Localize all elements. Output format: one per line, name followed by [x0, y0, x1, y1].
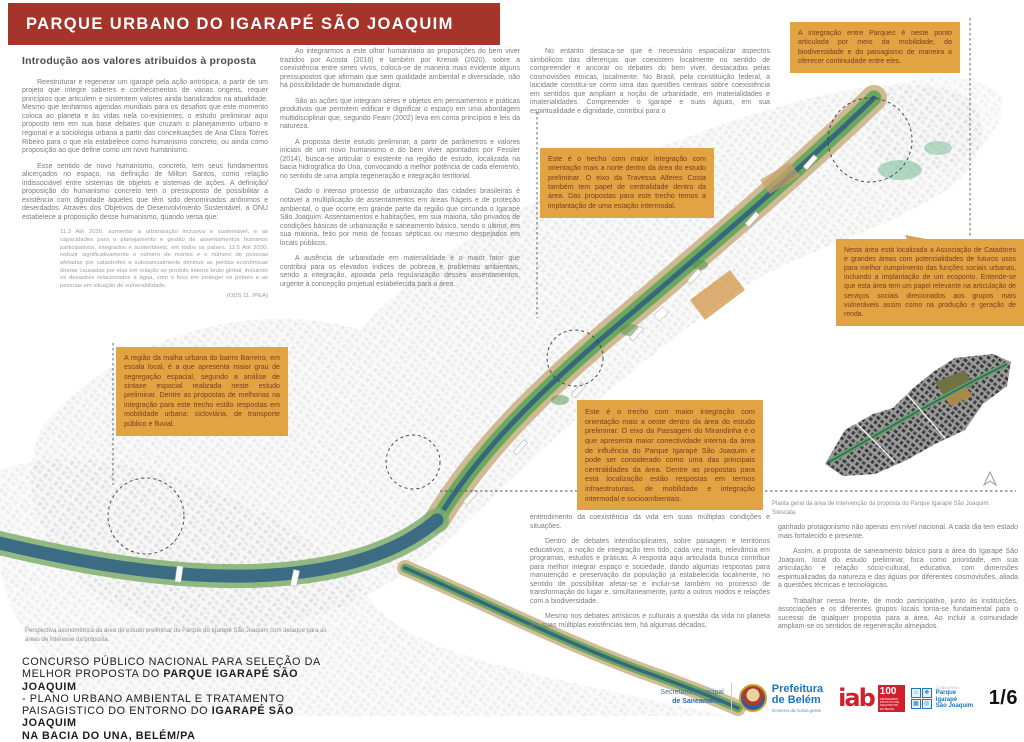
prefeitura-tagline: Governo da nossa gente [771, 707, 822, 713]
right-paragraph-1: ganhado protagonismo não apenas em nível nacional. A cada dia tem estado mais fortalecido e presente. [778, 524, 1018, 540]
column-right-bottom [778, 524, 1018, 639]
pictogram-cell: ⌂ [911, 688, 921, 698]
competition-line-3: - PLANO URBANO AMBIENTAL E TRATAMENTO [22, 692, 285, 705]
page-number: 1/6 [988, 686, 1018, 709]
concurso-pictogram-icon [911, 688, 932, 709]
competition-line-4-bold: IGARAPÉ SÃO JOAQUIM [22, 705, 294, 730]
ods-quote [60, 229, 268, 300]
concurso-label: CONCURSO [935, 685, 960, 690]
inset-caption-line1: Planta geral da área de intervenção da proposta do Parque Igarapé São Joaquim. [772, 501, 991, 507]
iab-centenary-logo [878, 685, 905, 712]
footer-logos [638, 676, 1018, 720]
competition-line-5: NA BACIA DO UNA, BELÉM/PA [22, 729, 196, 742]
secretaria-logo [638, 689, 724, 707]
footer-divider [731, 683, 732, 713]
competition-line-4-normal: PAISAGISTICO DO ENTORNO DO [22, 705, 212, 718]
inset-caption [772, 500, 1018, 517]
col2-paragraph-1: Ao integrarmos a este olhar humanitário as proposições do bem viver trazidos por Acosta (2016) e também por Krenak (2020), sobre a coexistência entre seres vivos, coloca-se de maneira mais evidente alguns pressupostos que afirmam que sem qualidade ambiental e diversidade, não há possibilidade de humanidade digna. [280, 48, 520, 90]
intro-paragraph-1: Reestruturar e regenerar um igarapé pela ação antrópica, a partir de um projeto que integre saberes e conhecimentos de várias origens, requer princípios que articulem e sustentem valores ainda banalizados na atualidade. Mesmo que tenhamos agendas mundiais para os desafios que este momento coloca ao planeta e às vidas nela co-existentes, o estudo preliminar aqui proposto tem em sua base debates que cruzam o planejamento urbano e regional e a sociologia urbana a partir das conceituações de Ana Clara Torres Ribeiro para o que ela estabelece como humanismo concreto, ou ainda como proposição ao que define como um novo humanismo. [22, 78, 268, 155]
col3-paragraph-1: No entanto destaca-se que é necessário espacializar aspectos simbólicos das diferenças que coexistem localmente no sentido de compreender e ancorar os debates do bem viver, destacadas pelas cosmovisões étnicas, localmente. No Brasil, pela constituição federal, a laicidade constitui-se como uma das questões centrais sobre coexistência em sentidos que ampliam a noção de urbanidade, em materialidades e imaterialidades. Compreender o Igarapé e suas águas, em sua espiritualidade e dignidade, contribui para o [530, 48, 770, 115]
column-3-bottom [530, 514, 770, 637]
col3-paragraph-4: Mesmo nos debates artísticos e culturais a questão da vida no planeta em suas múltiplas existências tem, há algumas décadas, [530, 613, 770, 629]
belem-crest-icon [739, 684, 767, 712]
competition-line-2-normal: MELHOR PROPOSTA DO [22, 668, 164, 681]
prefeitura-logo [772, 684, 836, 713]
intro-heading: Introdução aos valores atribuidos à proposta [22, 55, 257, 67]
col3-paragraph-3: Dentro de debates interdisciplinares, sobre paisagem e territórios educativos, a noção de integração tem tido, cada vez mais, relevância em programas, estudos e práticas. A resposta aqui articulada busca contribuir para melhor integrar espaço e sociedade, dando algumas respostas para manutenção e preservação da população já estabelecida localmente, no sentido de possibilitar afetar-se e incluir-se também no processo de transformação do lugar e, simultaneamente, junto a outros modos e relações com a biodiversidade. [530, 538, 770, 605]
callout-north-stretch: Este é o trecho com maior integração com orientação mais a norte dentro da área do estudo preliminar. O eixo da Travessa Alferes Costa também tem papel de centralidade dentro da área. Das propostas para este trecho temos a implantação de uma estação intermodal. [540, 148, 714, 218]
column-intro [22, 55, 268, 300]
competition-line-2-bold: PARQUE IGARAPÉ SÃO JOAQUIM [22, 668, 299, 693]
prefeitura-line2: de Belém [771, 693, 821, 706]
board-title: PARQUE URBANO DO IGARAPÉ SÃO JOAQUIM [26, 14, 454, 33]
col2-paragraph-2: São as ações que integram seres e objetos em pensamentos e práticas produtivas que permitem edificar e dignificar o espaço em uma abordagem multidisciplinar que, segundo Feam (2002) leva em conta princípios e leis da natureza. [280, 97, 520, 131]
col2-paragraph-3: A proposta deste estudo preliminar, a partir de parâmetros e valores iniciais de um novo humanismo e do bem viver apontados por Fessler (2014), busca-se articular o existente na região de estudo, localizada na bacia hidrográfica do Una, convocando a melhor potência de cada elemento, no sentido de uma ampla regeneração e integração territorial. [280, 138, 520, 180]
centenary-number: 100 [879, 685, 897, 697]
inset-plan-illustration [815, 352, 1015, 492]
intro-paragraph-2: Esse sentido de novo humanismo, concreto, tem seus fundamentos alicerçados no espaço, na definição de Milton Santos, como relação indissociável entre sistemas de objetos e sistemas de ações. A definição/ proposição do humanismo concreto tem o pressuposto de possibilitar a existência com dignidade àqueles que têm sido denominados anônimos e deserdados. Através dos Objetivos de Desenvolvimento Sustentável, a ONU estabelece a proposição desse humanismo, quando versa que: [22, 162, 268, 221]
callout-parks-integration: A integração entre Parques é neste ponto articulada por meio da mobilidade, da biodiversidade e do paisagismo de maneira a oferecer continuidade entre eles. [790, 22, 960, 73]
column-3-top [530, 48, 770, 123]
board-title-bar [8, 3, 500, 45]
secretaria-line2: de Saneamento [672, 698, 724, 705]
pictogram-cell: ❖ [922, 688, 932, 698]
perspective-caption: Perspectiva axonométrica da área do estudo preliminar do Parque do Igarapé São Joaquim com detaque para as áreas de interesse da proposta. [25, 628, 327, 643]
ods-quote-text: 11.3 Até 2030, aumentar a urbanização inclusiva e sustentável, e as capacidades para o planejamento e gestão de assentamentos humanos participativos, integrados e sustentáveis, em todos os países. 11.5 Até 2030, reduzir significativamente o número de mortes e o número de pessoas afetadas por catástrofes e substancialmente diminuir as perdas econômicas diretas causadas por elas em relação ao produto interno bruto global, incluindo os desastres relacionados à água, com o foco em proteger os pobres e as pessoas em situação de vulnerabilidade. [60, 229, 268, 289]
col3-paragraph-2: entendimento da coexistência da vida em suas múltiplas condições e situações. [530, 514, 770, 530]
ods-quote-source: (ODS 11, IPEA) [226, 292, 268, 299]
competition-line-1: CONCURSO PÚBLICO NACIONAL PARA SELEÇÃO DA [22, 656, 321, 668]
pictogram-cell: ◎ [922, 699, 932, 709]
inset-caption-line2: S/escala. [772, 509, 797, 516]
competition-line-4 [22, 705, 352, 730]
north-arrow-icon [984, 472, 996, 485]
secretaria-line1: Secretaria Municipal [660, 689, 724, 697]
iab-logo-icon: iab [838, 684, 874, 712]
pictogram-cell: ▦ [911, 699, 921, 709]
prefeitura-line1: Prefeitura [771, 682, 824, 695]
col2-paragraph-4: Dado o intenso processo de urbanização das cidades brasileiras é notável a multiplicação de assentamentos em áreas frágeis e de proteção ambiental, o que ocorre em grande parte da região que circunda o Igarapé São Joaquim. Assentamentos e habitações, em sua maioria, são privados de condições básicas de urbanização e saneamento básico, sendo o último, em sua maioria, feito por meio de fossas sépticas ou mesmo despejados em locais públicos. [280, 188, 520, 247]
concurso-logo [936, 686, 979, 711]
competition-title [22, 656, 352, 742]
callout-barreiro: A região da malha urbana do bairro Barreiro, em escala local, é a que apresenta maior grau de segregação espacial, segundo a análise de sintaxe espacial realizada neste estudo preliminar. Dentre as propostas de melhorias na integração para este trecho estão respostas em mobilidade urbana: cicloviária, de transporte público e fluvial. [116, 347, 288, 436]
competition-line-2 [22, 668, 352, 693]
callout-mirandinha: Este é o trecho com maior integração com orientação mais a oeste dentro da área do estudo preliminar. O eixo da Passagem do Mirandinha é o que apresenta maior conectividade interna da área de influência do Parque Igarapé São Joaquim e pode ser considerado como uma das principais centralidades da área. Dentre as propostas para esta localização estão respostas em termos infraestruturais, de mobilidade e integração intermodal e socioambientais. [577, 400, 763, 510]
inset-urban-fabric [825, 354, 1011, 476]
right-paragraph-3: Trabalhar nessa frente, de modo participativo, junto às instituições, associações e os diferentes grupos locais torna-se fundamental para o sucesso de qualquer proposta para a área. Ao incluir a comunidade ampliam-se os sentidos de regeneração almejados. [778, 597, 1018, 631]
right-paragraph-2: Assim, a proposta de saneamento básico para a área do Igarapé São Joaquim, local do estudo preliminar, foca como prioridade, em sua articulação e relação sócio-cultural, educativa, com dimensões espiritualizadas da natureza e das águas por diferentes cosmovisões, aliada a questões técnicas e tecnológicas. [778, 548, 1018, 590]
concurso-line2: São Joaquim [935, 703, 974, 710]
callout-catadores: Nesta área está localizada a Associação de Catadores e grandes áreas com potencialidades de futuros usos para melhor cumprimento das funções sociais urbanas, incluindo a implantação de um ecoponto. Entende-se que esta área tem um papel relevante na articulação de serviços sociais direcionados aos grupos mais vulneráveis assim como na produção e geração de renda. [836, 239, 1024, 326]
col2-paragraph-5: A ausência de urbanidade em materialidade é o maior fator que contribui para os elevados índices de pobreza e problemas ambientais, sendo a integração, apoiada pela regularização desses assentamentos, urgente à concepção projetual estabelecida para a área. [280, 255, 520, 288]
column-2 [280, 48, 520, 296]
concurso-line1: Parque Igarapé [935, 689, 958, 703]
centenary-text: CENTENÁRIO INSTITUTO DE ARQUITETOS DO BRASIL [879, 696, 900, 711]
